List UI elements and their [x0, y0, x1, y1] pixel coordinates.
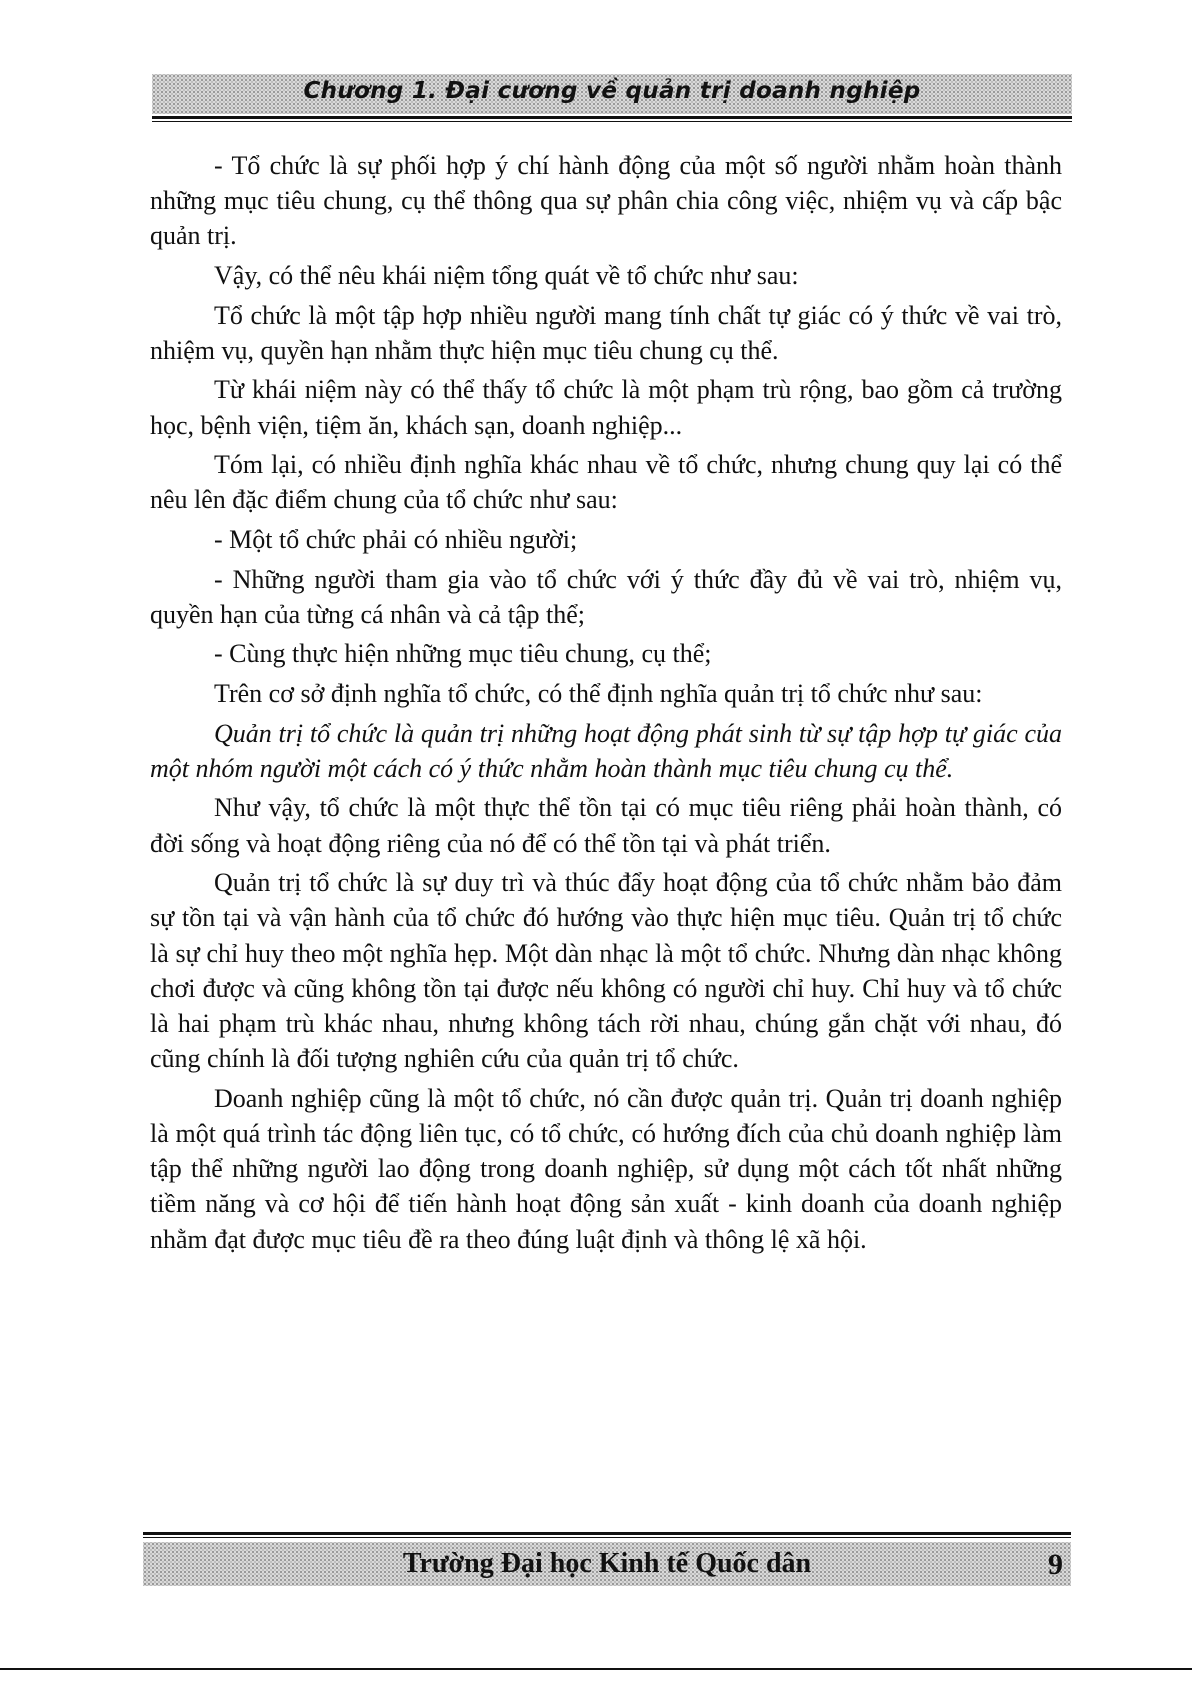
- definition-paragraph: Quản trị tổ chức là quản trị những hoạt động phát sinh từ sự tập hợp tự giác của một nhóm người một cách có ý thức nhằm hoàn thành mục tiêu chung cụ thể.: [150, 718, 1062, 783]
- paragraph: Vậy, có thể nêu khái niệm tổng quát về tổ chức như sau:: [214, 261, 799, 290]
- paragraph: Tóm lại, có nhiều định nghĩa khác nhau về tổ chức, nhưng chung quy lại có thể nêu lên đặc điểm chung của tổ chức như sau:: [150, 450, 1062, 515]
- page-body: [150, 148, 1062, 1261]
- chapter-header-band: [152, 74, 1072, 114]
- footer-band: [143, 1542, 1071, 1586]
- paragraph: - Tổ chức là sự phối hợp ý chí hành động của một số người nhằm hoàn thành những mục tiêu chung, cụ thể thông qua sự phân chia công việc, nhiệm vụ và cấp bậc quản trị.: [150, 151, 1062, 251]
- list-item: - Những người tham gia vào tổ chức với ý thức đầy đủ về vai trò, nhiệm vụ, quyền hạn của từng cá nhân và cả tập thể;: [150, 564, 1062, 629]
- chapter-title: Chương 1. Đại cương về quản trị doanh nghiệp: [303, 78, 921, 104]
- list-item: - Cùng thực hiện những mục tiêu chung, cụ thể;: [214, 639, 712, 669]
- paragraph: Như vậy, tổ chức là một thực thể tồn tại có mục tiêu riêng phải hoàn thành, có đời sống và hoạt động riêng của nó để có thể tồn tại và phát triển.: [150, 793, 1062, 858]
- header-rule: [152, 116, 1072, 119]
- footer-rule-thin: [143, 1537, 1071, 1538]
- paragraph: Doanh nghiệp cũng là một tổ chức, nó cần được quản trị. Quản trị doanh nghiệp là một quá trình tác động liên tục, có tổ chức, có hướng đích của chủ doanh nghiệp làm tập thể những người lao động trong doanh nghiệp, sử dụng một cách tốt nhất những tiềm năng và cơ hội để tiến hành hoạt động sản xuất - kinh doanh của doanh nghiệp nhằm đạt được mục tiêu đề ra theo đúng luật định và thông lệ xã hội.: [150, 1083, 1062, 1254]
- footer-rule: [143, 1532, 1071, 1535]
- paragraph: Trên cơ sở định nghĩa tổ chức, có thể định nghĩa quản trị tổ chức như sau:: [214, 678, 983, 708]
- footer-school-name: Trường Đại học Kinh tế Quốc dân: [402, 1548, 812, 1579]
- header-rule-thin: [152, 121, 1072, 122]
- paragraph: Từ khái niệm này có thể thấy tổ chức là một phạm trù rộng, bao gồm cả trường học, bệnh viện, tiệm ăn, khách sạn, doanh nghiệp...: [150, 375, 1062, 440]
- scan-edge-line: [0, 1668, 1192, 1670]
- page-number: 9: [1048, 1548, 1063, 1581]
- list-item: - Một tổ chức phải có nhiều người;: [214, 524, 578, 554]
- paragraph: Quản trị tổ chức là sự duy trì và thúc đẩy hoạt động của tổ chức nhằm bảo đảm sự tồn tại và vận hành của tổ chức đó hướng vào thực hiện mục tiêu. Quản trị tổ chức là sự chỉ huy theo một nghĩa hẹp. Một dàn nhạc là một tổ chức. Nhưng dàn nhạc không chơi được và cũng không tồn tại được nếu không có người chỉ huy. Chỉ huy và tổ chức là hai phạm trù khác nhau, nhưng không tách rời nhau, chúng gắn chặt với nhau, đó cũng chính là đối tượng nghiên cứu của quản trị tổ chức.: [150, 868, 1062, 1074]
- paragraph: Tổ chức là một tập hợp nhiều người mang tính chất tự giác có ý thức về vai trò, nhiệm vụ, quyền hạn nhằm thực hiện mục tiêu chung cụ thể.: [150, 300, 1062, 365]
